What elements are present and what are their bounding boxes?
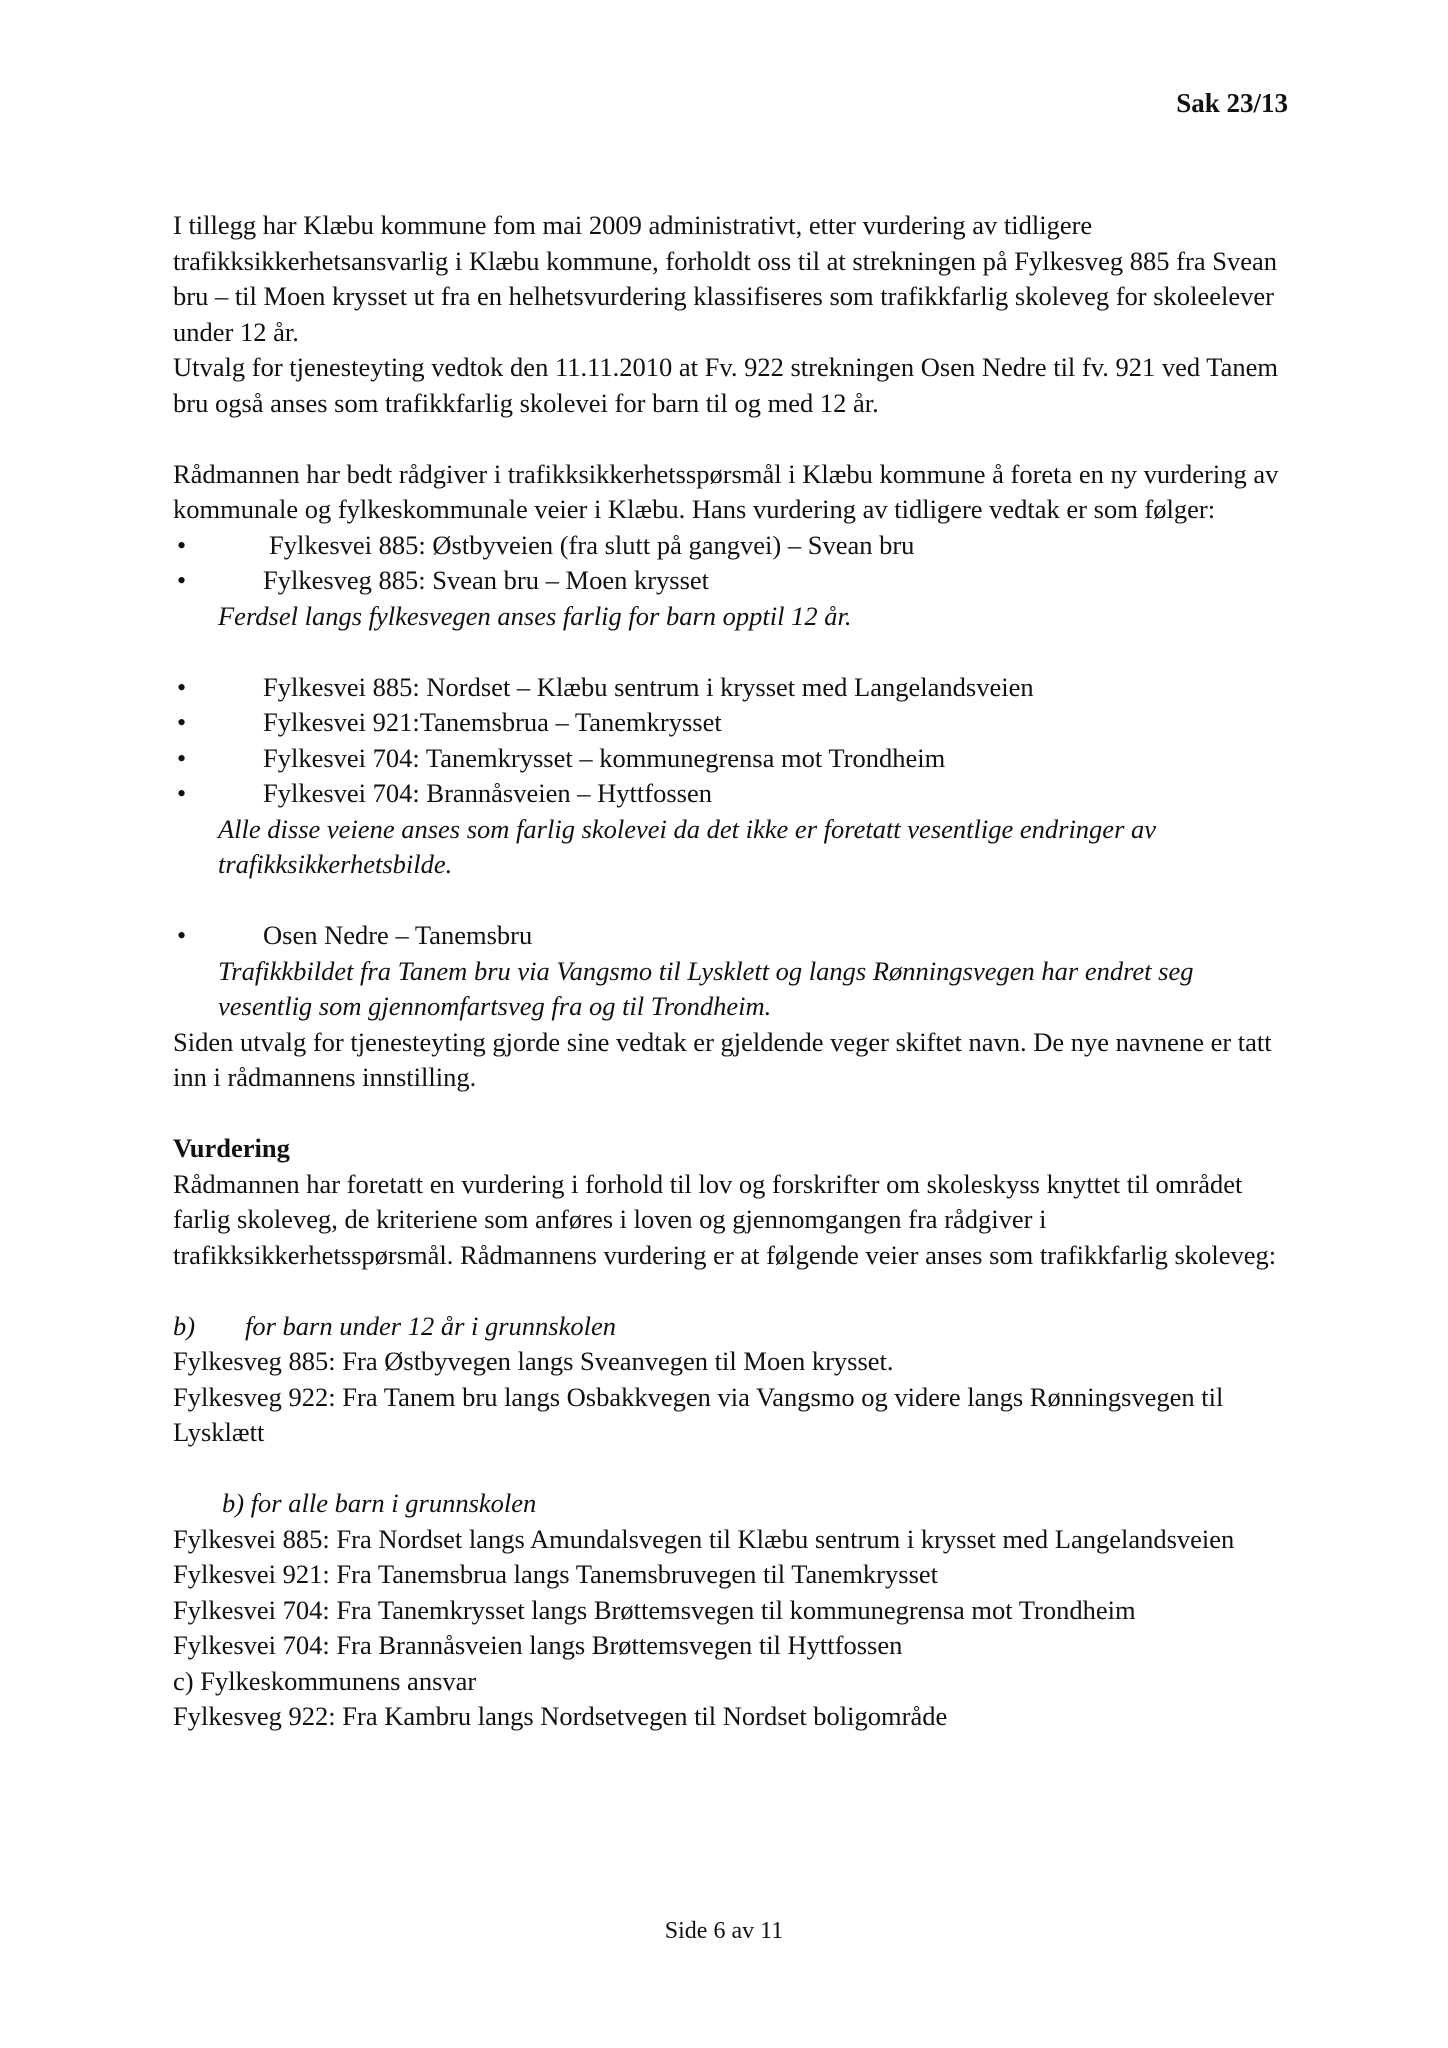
road-line: Fylkesvei 885: Fra Nordset langs Amundalsvegen til Klæbu sentrum i krysset med Langelandsveien (173, 1523, 1235, 1554)
vurdering-paragraph: Rådmannen har foretatt en vurdering i forhold til lov og forskrifter om skoleskyss knyttet til området farlig skoleveg, de kriteriene som anføres i loven og gjennomgangen fra rådgiver i trafikksikkerhetsspørsmål. Rådmannens vurdering er at følgende veier anses som trafikkfarlig skoleveg: (173, 1168, 1277, 1270)
road-line: Fylkesvei 921: Fra Tanemsbrua langs Tanemsbruvegen til Tanemkrysset (173, 1559, 939, 1589)
assessment-paragraph-2: Siden utvalg for tjenesteyting gjorde sine vedtak er gjeldende veger skiftet navn. De nye navnene er tatt inn i rådmannens innstilling. (173, 1026, 1272, 1092)
subsection-letter: b) (173, 1310, 196, 1341)
list-item: • Fylkesvei 885: Østbyveien (fra slutt på gangvei) – Svean bru (173, 528, 1288, 564)
road-line: Fylkesvei 704: Fra Tanemkrysset langs Brøttemsvegen til kommunegrensa mot Trondheim (173, 1594, 1136, 1625)
bullet-list-2 (173, 670, 1288, 812)
subsection-under-12 (173, 1309, 1288, 1345)
section-heading: Vurdering (173, 1133, 290, 1163)
road-line: Fylkesveg 922: Fra Tanem bru langs Osbakkvegen via Vangsmo og videre langs Rønningsvegen til Lysklætt (173, 1381, 1224, 1447)
group1-note: Ferdsel langs fylkesvegen anses farlig for barn opptil 12 år. (218, 600, 852, 631)
bullet-list-1 (173, 528, 1288, 599)
list-item: • Fylkesvei 704: Brannåsveien – Hyttfossen (173, 776, 1288, 812)
case-number: Sak 23/13 (1176, 88, 1288, 118)
intro-paragraph-1: I tillegg har Klæbu kommune fom mai 2009 administrativt, etter vurdering av tidligere trafikksikkerhetsansvarlig i Klæbu kommune, forholdt oss til at strekningen på Fylkesveg 885 fra Svean bru – til Moen krysset ut fra en helhetsvurdering klassifiseres som trafikkfarlig skoleveg for skoleelever under 12 år. (173, 210, 1277, 347)
document-body (173, 208, 1288, 1735)
road-line: Fylkesvei 704: Fra Brannåsveien langs Brøttemsvegen til Hyttfossen (173, 1630, 903, 1660)
road-line: Fylkesveg 885: Fra Østbyvegen langs Sveanvegen til Moen krysset. (173, 1346, 894, 1376)
group2-note: Alle disse veiene anses som farlig skolevei da det ikke er foretatt vesentlige endringer av trafikksikkerhetsbilde. (218, 813, 1157, 879)
list-item: • Fylkesvei 704: Tanemkrysset – kommunegrensa mot Trondheim (173, 741, 1288, 777)
page-number: Side 6 av 11 (664, 1918, 784, 1944)
subsection-all-children: b) for alle barn i grunnskolen (222, 1488, 537, 1518)
list-item: • Osen Nedre – Tanemsbru (173, 918, 1288, 954)
assessment-paragraph-1: Rådmannen har bedt rådgiver i trafikksikkerhetsspørsmål i Klæbu kommune å foreta en ny vurdering av kommunale og fylkeskommunale veier i Klæbu. Hans vurdering av tidligere vedtak er som følger: (173, 458, 1279, 524)
bullet-list-3 (173, 918, 1288, 954)
intro-paragraph-2: Utvalg for tjenesteyting vedtok den 11.11.2010 at Fv. 922 strekningen Osen Nedre til fv. 921 ved Tanem bru også anses som trafikkfarlig skolevei for barn til og med 12 år. (173, 352, 1279, 418)
county-responsibility: c) Fylkeskommunens ansvar (173, 1665, 477, 1696)
road-line: Fylkesveg 922: Fra Kambru langs Nordsetvegen til Nordset boligområde (173, 1701, 948, 1731)
list-item: • Fylkesvei 921:Tanemsbrua – Tanemkrysset (173, 705, 1288, 741)
list-item: • Fylkesvei 885: Nordset – Klæbu sentrum i krysset med Langelandsveien (173, 670, 1288, 706)
group3-note: Trafikkbildet fra Tanem bru via Vangsmo til Lysklett og langs Rønningsvegen har endret seg vesentlig som gjennomfartsveg fra og til Trondheim. (218, 955, 1194, 1021)
list-item: • Fylkesveg 885: Svean bru – Moen krysset (173, 563, 1288, 599)
subsection-title: for barn under 12 år i grunnskolen (245, 1310, 616, 1341)
